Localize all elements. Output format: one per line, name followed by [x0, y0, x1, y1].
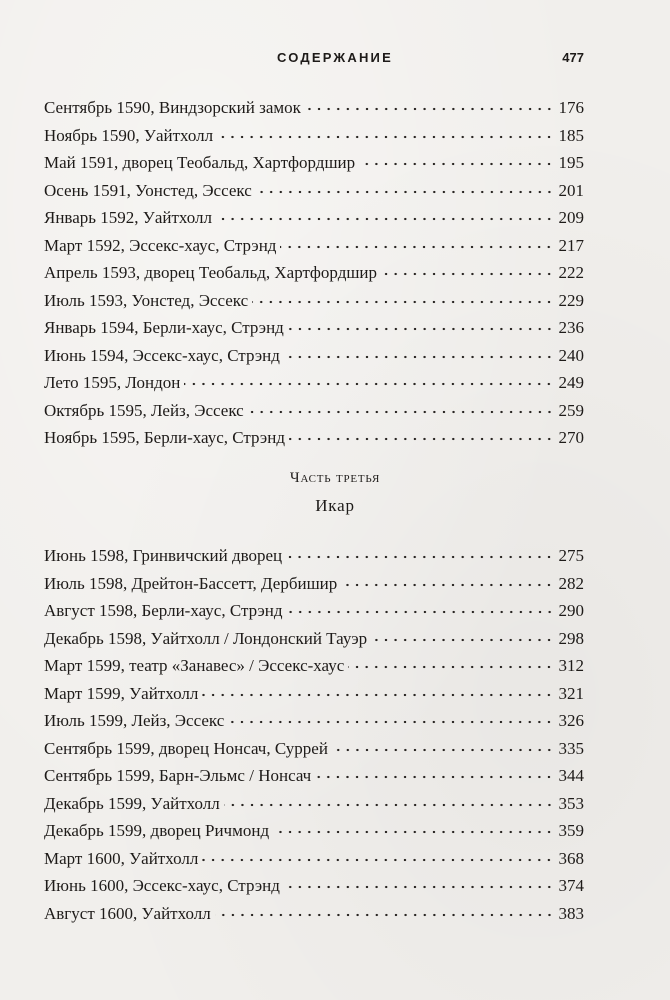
toc-entry [44, 789, 584, 817]
toc-entry-title: Март 1599, Уайтхолл [44, 683, 199, 703]
dot-leader [371, 624, 554, 644]
toc-entry [44, 844, 584, 872]
toc-entry [44, 258, 584, 286]
toc-entry-title: Март 1599, театр «Занавес» / Эссекс-хаус [44, 656, 345, 675]
toc-entry-title: Декабрь 1598, Уайтхолл / Лондонский Тауэр [44, 628, 368, 648]
toc-entry [44, 121, 584, 149]
toc-entry [44, 368, 584, 396]
dot-leader [224, 789, 554, 809]
toc-entry-page: 368 [558, 848, 584, 868]
toc-entry-page: 222 [558, 263, 584, 282]
toc-entry [44, 423, 584, 451]
toc-entry-page: 229 [558, 290, 584, 310]
toc-entry-title: Июль 1599, Лейз, Эссекс [44, 711, 225, 730]
toc-entry-page: 290 [558, 601, 584, 620]
dot-leader [332, 734, 554, 754]
toc-entry-page: 312 [558, 656, 584, 675]
toc-entry [44, 816, 584, 844]
dot-leader [305, 93, 554, 113]
dot-leader [284, 871, 554, 891]
dot-leader [289, 423, 554, 443]
toc-entry [44, 624, 584, 652]
toc-entry-title: Май 1591, дворец Теобальд, Хартфордшир [44, 153, 356, 172]
dot-leader [217, 121, 554, 141]
toc-entry-title: Январь 1592, Уайтхолл [44, 208, 212, 227]
dot-leader [341, 569, 554, 589]
toc-entry-page: 321 [558, 683, 584, 703]
toc-entry-title: Декабрь 1599, Уайтхолл [44, 793, 220, 813]
toc-entry [44, 596, 584, 624]
toc-entry-title: Октябрь 1595, Лейз, Эссекс [44, 400, 244, 420]
toc-entry [44, 651, 584, 679]
toc-entry [44, 541, 584, 569]
dot-leader [288, 313, 554, 333]
toc-entry-page: 335 [558, 738, 584, 758]
dot-leader [286, 541, 554, 561]
dot-leader [280, 231, 554, 251]
dot-leader [228, 706, 554, 726]
toc-entry [44, 313, 584, 341]
toc-entry-page: 374 [558, 876, 584, 895]
toc-entry [44, 396, 584, 424]
dot-leader [315, 761, 554, 781]
toc-entry-title: Сентябрь 1590, Виндзорский замок [44, 98, 301, 117]
toc-entry-page: 326 [558, 711, 584, 730]
toc-entry-page: 201 [558, 180, 584, 200]
toc-entry-title: Лето 1595, Лондон [44, 373, 181, 392]
dot-leader [256, 176, 554, 196]
toc-entry-page: 298 [558, 628, 584, 648]
toc-entry-title: Август 1600, Уайтхолл [44, 903, 211, 923]
toc-entry [44, 148, 584, 176]
toc-entry-page: 275 [558, 546, 584, 565]
dot-leader [215, 899, 554, 919]
toc-entry-page: 240 [558, 345, 584, 365]
toc-entry-title: Июнь 1594, Эссекс-хаус, Стрэнд [44, 345, 280, 365]
dot-leader [273, 816, 554, 836]
toc-entry-page: 217 [558, 235, 584, 255]
toc-entry-page: 359 [558, 821, 584, 840]
toc-entry-title: Ноябрь 1595, Берли-хаус, Стрэнд [44, 428, 285, 447]
toc-entry-title: Август 1598, Берли-хаус, Стрэнд [44, 601, 283, 620]
toc-entry-page: 176 [558, 98, 584, 117]
toc-list-part2-tail [44, 93, 584, 451]
toc-entry-page: 249 [558, 373, 584, 392]
toc-entry [44, 176, 584, 204]
toc-entry-page: 185 [558, 125, 584, 145]
toc-entry [44, 761, 584, 789]
toc-entry [44, 899, 584, 927]
dot-leader [202, 679, 554, 699]
toc-entry [44, 871, 584, 899]
dot-leader [359, 148, 554, 168]
toc-entry-page: 353 [558, 793, 584, 813]
toc-entry-title: Осень 1591, Уонстед, Эссекс [44, 180, 252, 200]
toc-entry-page: 195 [558, 153, 584, 172]
toc-entry-page: 344 [558, 766, 584, 785]
toc-entry [44, 203, 584, 231]
dot-leader [202, 844, 554, 864]
toc-entry-page: 236 [558, 318, 584, 337]
toc-entry-page: 270 [558, 428, 584, 447]
toc-entry [44, 734, 584, 762]
dot-leader [216, 203, 554, 223]
running-title: СОДЕРЖАНИЕ [277, 50, 393, 65]
toc-entry [44, 93, 584, 121]
toc-entry-page: 209 [558, 208, 584, 227]
dot-leader [184, 368, 554, 388]
toc-entry-title: Март 1592, Эссекс-хаус, Стрэнд [44, 235, 277, 255]
toc-entry-page: 282 [558, 573, 584, 593]
toc-entry-page: 383 [558, 903, 584, 923]
toc-entry-page: 259 [558, 400, 584, 420]
dot-leader [252, 286, 554, 306]
toc-entry-title: Сентябрь 1599, Барн-Эльмс / Нонсач [44, 766, 312, 785]
toc-entry-title: Июнь 1598, Гринвичский дворец [44, 546, 283, 565]
toc-entry-title: Июль 1598, Дрейтон-Бассетт, Дербишир [44, 573, 338, 593]
toc-entry-title: Март 1600, Уайтхолл [44, 848, 199, 868]
running-head [0, 48, 670, 68]
part-title: Икар [315, 496, 355, 515]
toc-entry [44, 679, 584, 707]
toc-entry [44, 286, 584, 314]
dot-leader [287, 596, 554, 616]
toc-entry-title: Сентябрь 1599, дворец Нонсач, Суррей [44, 738, 328, 758]
toc-entry-title: Январь 1594, Берли-хаус, Стрэнд [44, 318, 284, 337]
toc-entry-title: Июнь 1600, Эссекс-хаус, Стрэнд [44, 876, 280, 895]
toc-entry-title: Июль 1593, Уонстед, Эссекс [44, 290, 249, 310]
toc-entry-title: Декабрь 1599, дворец Ричмонд [44, 821, 270, 840]
toc-entry-title: Апрель 1593, дворец Теобальд, Хартфордшир [44, 263, 378, 282]
part-label: Часть третья [289, 470, 381, 486]
dot-leader [381, 258, 554, 278]
page-number: 477 [562, 50, 584, 65]
toc-entry-title: Ноябрь 1590, Уайтхолл [44, 125, 214, 145]
dot-leader [284, 341, 554, 361]
toc-entry [44, 341, 584, 369]
dot-leader [348, 651, 554, 671]
toc-entry [44, 231, 584, 259]
toc-entry [44, 706, 584, 734]
toc-list-part3 [44, 541, 584, 926]
dot-leader [248, 396, 554, 416]
toc-entry [44, 569, 584, 597]
